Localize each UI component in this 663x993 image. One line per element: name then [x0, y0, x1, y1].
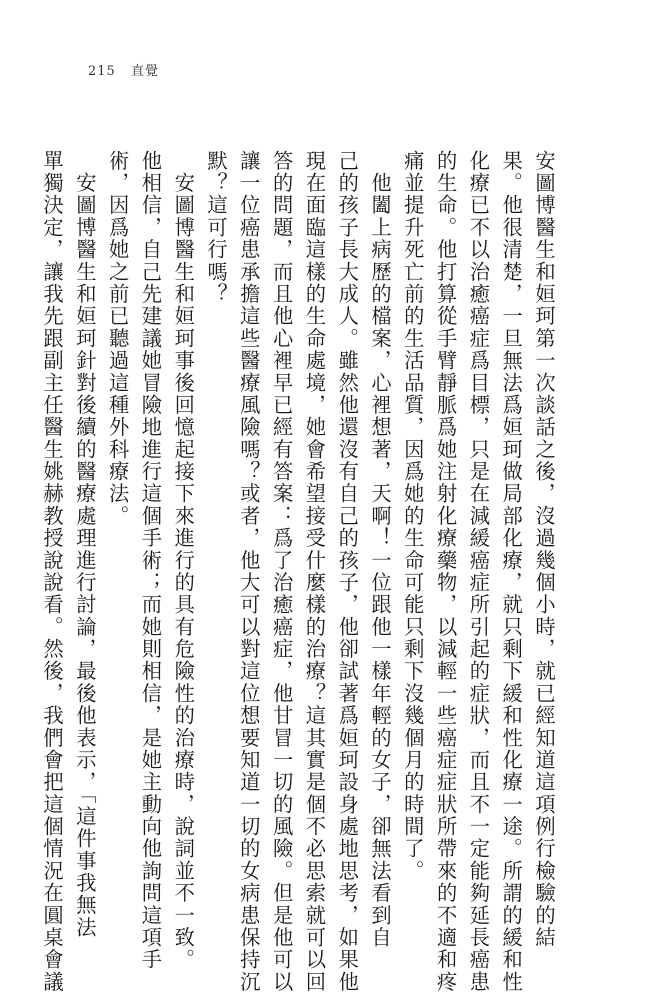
- text-column: 安圖博醫生和姮珂針對後續的醫療處理進行討論，最後他表示，「這件事我無法: [72, 150, 97, 939]
- text-column: 現在面臨這樣的生命處境，她會希望接受什麼樣的治療？這其實是個不必思索就可以回: [302, 150, 327, 993]
- text-column: 果。他很清楚，一旦無法爲姮珂做局部化療，就只剩下緩和性化療一途。所謂的緩和性: [499, 150, 524, 993]
- text-column: 默？這可行嗎？: [204, 150, 229, 306]
- running-title: 直覺: [130, 64, 159, 79]
- text-column: 己的孩子長大成人。雖然他還沒有自己的孩子，他卻試著爲姮珂設身處地思考，如果他: [335, 150, 360, 993]
- text-column: 安圖博醫生和姮珂事後回憶起接下來進行的具有危險性的治療時，說詞並不一致。: [171, 150, 196, 972]
- text-column: 讓一位癌患承擔這些醫療風險嗎？或者，他大可以對這位想要知道一切的女病患保持沉: [236, 150, 261, 993]
- text-column: 安圖博醫生和姮珂第一次談話之後，沒過幾個小時，就已經知道這項例行檢驗的結: [532, 150, 556, 949]
- text-column: 他闔上病歷的檔案，心裡想著，天啊！一位跟他一樣年輕的女子，卻無法看到自: [368, 150, 393, 949]
- text-column: 術，因爲她之前已聽過這種外科療法。: [105, 150, 130, 528]
- running-header: [88, 60, 159, 79]
- body-text: [40, 150, 560, 993]
- text-column: 痛並提升死亡前的生活品質，因爲她的生命可能只剩下沒幾個月的時間了。: [400, 150, 425, 883]
- text-column: 他相信，自己先建議她冒險地進行這個手術；而她則相信，是她主動向他詢問這項手: [138, 150, 163, 972]
- text-column: 答的問題，而且他心裡早已經有答案：爲了治癒癌症，他甘冒一切的風險。但是他可以: [269, 150, 294, 993]
- page-number: 215: [88, 64, 116, 79]
- text-column: 單獨決定，讓我先跟副主任醫生姚赫教授說說看。然後，我們會把這個情況在圓桌會議: [40, 150, 65, 993]
- text-column: 化療已不以治癒癌症爲目標，只是在減緩癌症所引起的症狀，而且不一定能夠延長癌患: [466, 150, 491, 993]
- text-column: 的生命。他打算從手臂靜脈爲她注射化療藥物，以減輕一些癌症症狀所帶來的不適和疼: [433, 150, 458, 993]
